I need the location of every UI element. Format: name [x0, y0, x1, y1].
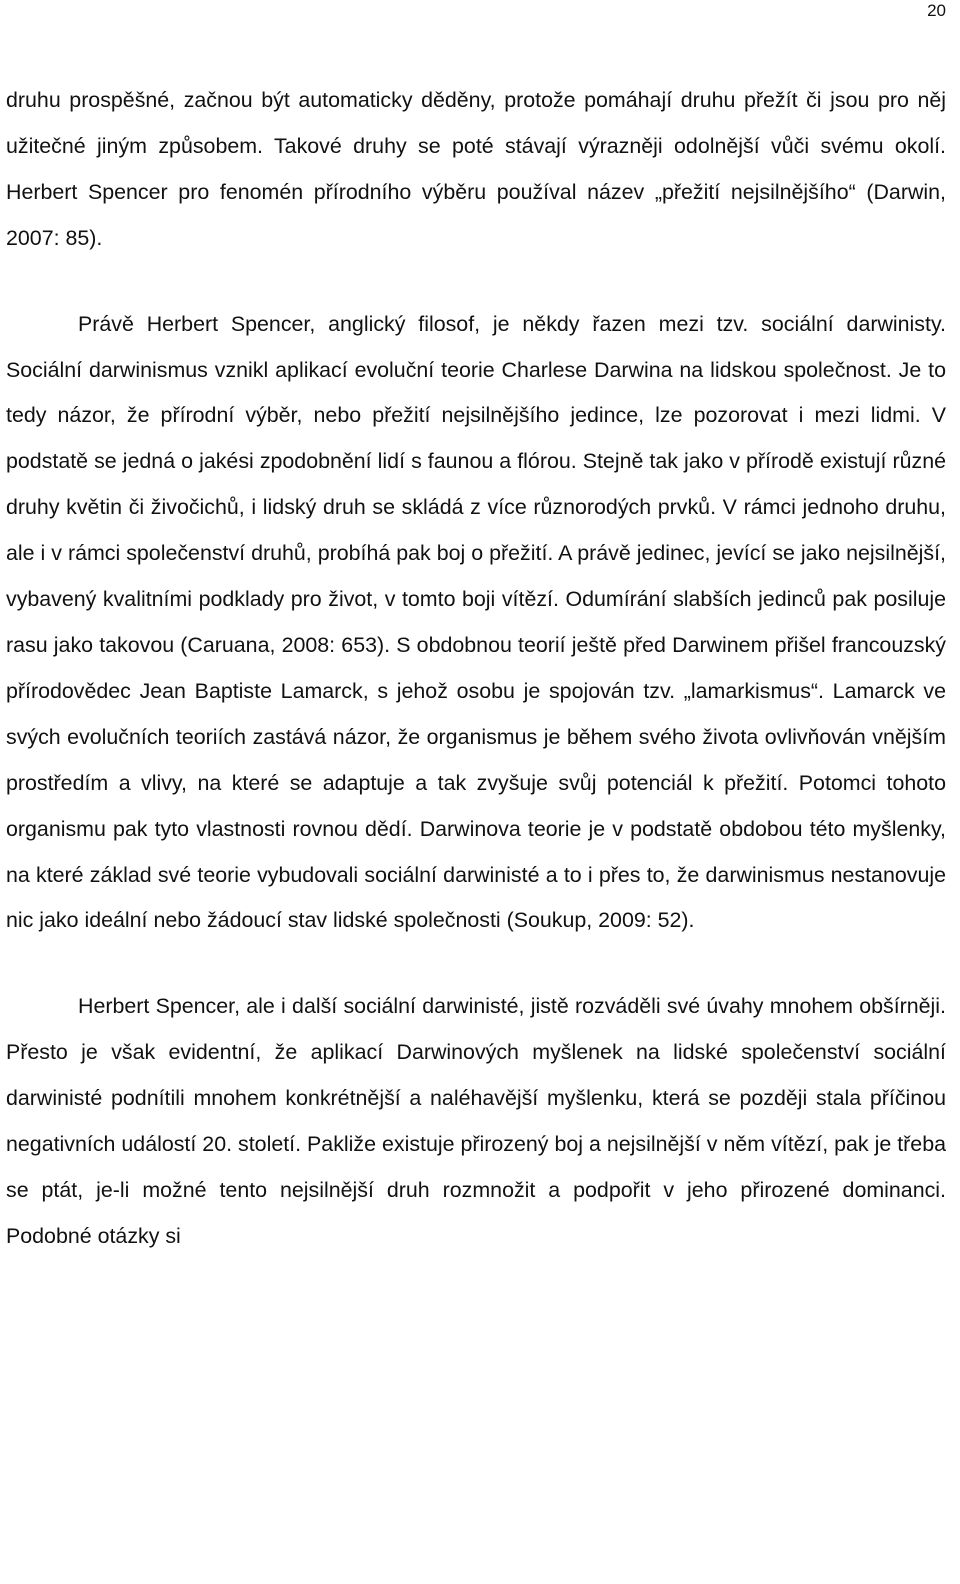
paragraph: Herbert Spencer, ale i další sociální darwinisté, jistě rozváděli své úvahy mnohem obšírněji. Přesto je však evidentní, že aplikací Darwinových myšlenek na lidské společenství sociální darwinisté podnítili mnohem konkrétnější a naléhavější myšlenku, která se později stala příčinou negativních událostí 20. století. Pakliže existuje přirozený boj a nejsilnější v něm vítězí, pak je třeba se ptát, je-li možné tento nejsilnější druh rozmnožit a podpořit v jeho přirozené dominanci. Podobné otázky si	[6, 994, 946, 1248]
page-number: 20	[927, 1, 946, 20]
paragraph: Právě Herbert Spencer, anglický filosof, je někdy řazen mezi tzv. sociální darwinisty. Sociální darwinismus vznikl aplikací evoluční teorie Charlese Darwina na lidskou společnost. Je to tedy názor, že přírodní výběr, nebo přežití nejsilnějšího jedince, lze pozorovat i mezi lidmi. V podstatě se jedná o jakési zpodobnění lidí s faunou a flórou. Stejně tak jako v přírodě existují různé druhy květin či živočichů, i lidský druh se skládá z více různorodých prvků. V rámci jednoho druhu, ale i v rámci společenství druhů, probíhá pak boj o přežití. A právě jedinec, jevící se jako nejsilnější, vybavený kvalitními podklady pro život, v tomto boji vítězí. Odumírání slabších jedinců pak posiluje rasu jako takovou (Caruana, 2008: 653). S obdobnou teorií ještě před Darwinem přišel francouzský přírodovědec Jean Baptiste Lamarck, s jehož osobu je spojován tzv. „lamarkismus“. Lamarck ve svých evolučních teoriích zastává názor, že organismus je během svého života ovlivňován vnějším prostředím a vlivy, na které se adaptuje a tak zvyšuje svůj potenciál k přežití. Potomci tohoto organismu pak tyto vlastnosti rovnou dědí. Darwinova teorie je v podstatě obdobou této myšlenky, na které základ své teorie vybudovali sociální darwinisté a to i přes to, že darwinismus nestanovuje nic jako ideální nebo žádoucí stav lidské společnosti (Soukup, 2009: 52).	[6, 311, 946, 933]
document-body	[6, 78, 946, 1260]
paragraph: druhu prospěšné, začnou být automaticky děděny, protože pomáhají druhu přežít či jsou pro něj užitečné jiným způsobem. Takové druhy se poté stávají výrazněji odolnější vůči svému okolí. Herbert Spencer pro fenomén přírodního výběru používal název „přežití nejsilnějšího“ (Darwin, 2007: 85).	[6, 88, 946, 250]
